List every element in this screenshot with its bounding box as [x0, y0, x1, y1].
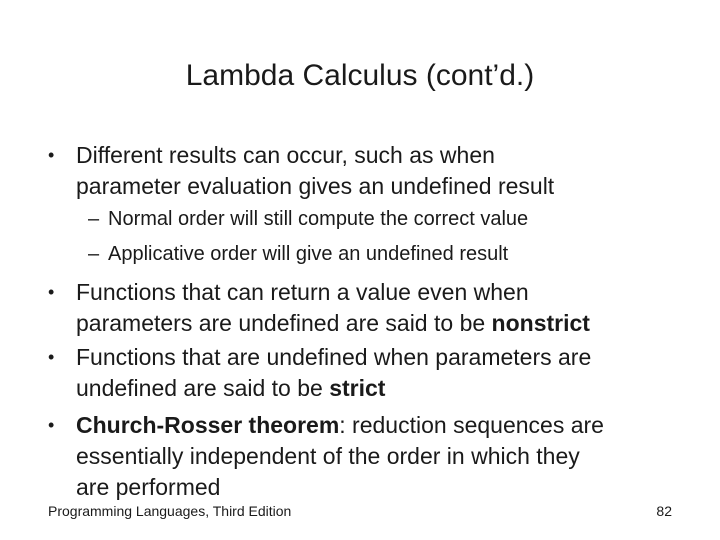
- bullet-item: [48, 410, 688, 503]
- bullet-marker: •: [48, 415, 55, 435]
- sub-bullet-text: Normal order will still compute the correct value: [108, 208, 529, 230]
- bullet-line: Functions that can return a value even when: [76, 279, 529, 305]
- bullet-line: are performed: [76, 474, 221, 500]
- sub-bullet-item: [88, 206, 688, 232]
- footer-source: Programming Languages, Third Edition: [48, 503, 292, 519]
- sub-bullet-marker: –: [88, 208, 100, 230]
- bullet-line: [76, 308, 696, 339]
- bullet-marker: •: [48, 282, 55, 302]
- bullet-item: [48, 277, 688, 339]
- bullet-line: Different results can occur, such as when: [76, 142, 495, 168]
- page-number: 82: [656, 503, 672, 519]
- bullet-text: [76, 342, 696, 404]
- bullet-text-segment: parameters are undefined are said to be: [76, 310, 492, 336]
- bullet-line: essentially independent of the order in which they: [76, 443, 580, 469]
- sub-bullet-marker: –: [88, 243, 100, 265]
- bullet-item: [48, 140, 688, 202]
- bullet-line: parameter evaluation gives an undefined result: [76, 173, 555, 199]
- sub-bullet-item: [88, 241, 688, 267]
- term-strict: strict: [329, 375, 386, 401]
- bullet-text-segment: : reduction sequences are: [339, 412, 604, 438]
- bullet-line: Functions that are undefined when parameters are: [76, 344, 592, 370]
- bullet-text: [76, 277, 696, 339]
- slide-title: Lambda Calculus (cont’d.): [185, 59, 535, 92]
- sub-bullet-text: Applicative order will give an undefined result: [108, 243, 509, 265]
- bullet-item: [48, 342, 688, 404]
- bullet-text-segment: undefined are said to be: [76, 375, 330, 401]
- bullet-line: [76, 373, 696, 404]
- term-nonstrict: nonstrict: [491, 310, 590, 336]
- bullet-text: [76, 410, 696, 503]
- bullet-text: [76, 140, 696, 202]
- term-church-rosser: Church-Rosser theorem: [76, 412, 340, 438]
- bullet-marker: •: [48, 145, 55, 165]
- bullet-line: [76, 410, 696, 441]
- bullet-marker: •: [48, 347, 55, 367]
